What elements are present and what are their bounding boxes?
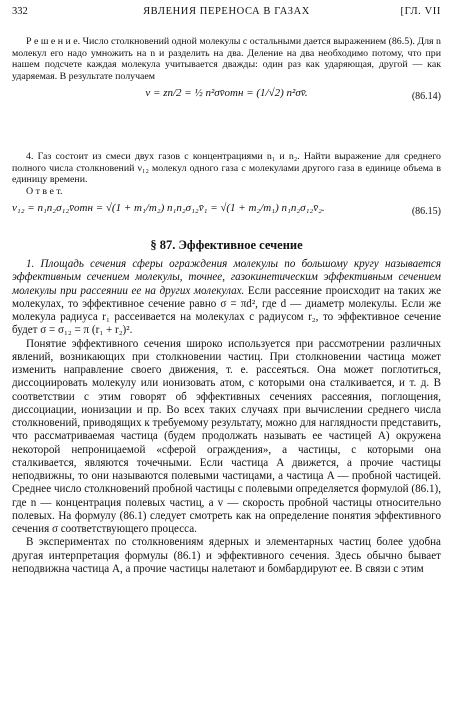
problem-4-text: 4. Газ состоит из смеси двух газов с концентрациями n₁ и n₂. Найти выражение для среднего полного числа столкновений ν₁₂ молекул одного газа с молекулами другого газа в единице объема в единицу времени.	[12, 151, 441, 186]
equation-86-15-number: (86.15)	[411, 206, 441, 218]
paragraph-3: В экспериментах по столкновениям ядерных и элементарных частиц более удобна другая интерпретация формулы (86.1) и эффективного сечения. Здесь обычно бывает неподвижна частица A, а прочие частицы налетают и бомбардируют ее. В связи с этим	[12, 536, 441, 575]
equation-86-14-number: (86.14)	[411, 91, 441, 103]
chapter-label: [ГЛ. VII	[400, 6, 441, 17]
paragraph-2: Понятие эффективного сечения широко используется при рассмотрении различных явлений, возникающих при столкновении частиц. При столкновении частица может изменить направление своего движения, т. е. рассеяться. Она может поглотиться, диссоциировать молекулу или ионизовать атом, с которыми она сталкивается, и т. д. В соответствии с этим говорят об эффективных сечениях рассеяния, поглощения, диссоциации, ионизации и пр. Во всех таких случаях при вычислении среднего числа столкновений, приводящих к требуемому результату, можно для наглядности представить, что рассматриваемая частица (будем продолжать называть ее частицей A) окружена некоторой непроницаемой «сферой ограждения», а частицы, с которыми она сталкивается, являются точечными. Если частица A движется, а прочие частицы неподвижны, то они называются полевыми частицами, а частица A — пробной частицей. Среднее число столкновений пробной частицы с полевыми определяется формулой (86.1), где n — концентрация полевых частиц, а v — скорость пробной частицы относительно полевых. На формулу (86.1) следует смотреть как на определение понятия эффективного сечения σ соответствующего процесса.	[12, 337, 441, 535]
definition-italic: 1. Площадь сечения сферы ограждения молекулы по большому кругу называется эффективным сечением молекулы, точнее, газокинетическим эффективным сечением молекулы при рассеянии ее на других молекулах.	[12, 258, 441, 297]
equation-86-14-formula: ν = zn/2 = ½ n²σv̄отн = (1/√2) n²σv̄.	[145, 87, 308, 100]
equation-86-15-formula: ν₁₂ = n₁n₂σ₁₂v̄отн = √(1 + m₁/m₂) n₁n₂σ₁₂v̄₁ = √(1 + m₂/m₁) n₁n₂σ₁₂v̄₂.	[12, 202, 325, 215]
running-title: ЯВЛЕНИЯ ПЕРЕНОСА В ГАЗАХ	[143, 6, 310, 17]
equation-86-14	[12, 82, 441, 112]
paragraph-1-rest: Если рассеяние происходит на таких же молекулах, то эффективное сечение равно σ = πd², где d — диаметр молекулы. Если же молекула радиуса r₁ рассеивается на молекулах с радиусом r₂, то эффективное сечение будет σ = σ₁₂ = π (r₁ + r₂)².	[12, 284, 441, 337]
running-header	[12, 6, 441, 20]
equation-86-15	[12, 197, 441, 227]
page-number: 332	[12, 6, 28, 17]
section-title: § 87. Эффективное сечение	[150, 238, 303, 253]
answer-label: О т в е т.	[26, 185, 63, 197]
solution-text: Р е ш е н и е. Число столкновений одной молекулы с остальными дается выражением (86.5). Для n молекул его надо умножить на n и разделить на два. Деление на два необходимо потому, что при нашем подсчете каждая молекула учитывается дважды: один раз как ударяющая, другой — как ударяемая. В результате получаем	[12, 36, 441, 82]
problem-4-block	[12, 151, 441, 260]
paragraph-1	[12, 258, 441, 338]
section-body	[12, 258, 441, 576]
solution-block	[12, 36, 441, 112]
